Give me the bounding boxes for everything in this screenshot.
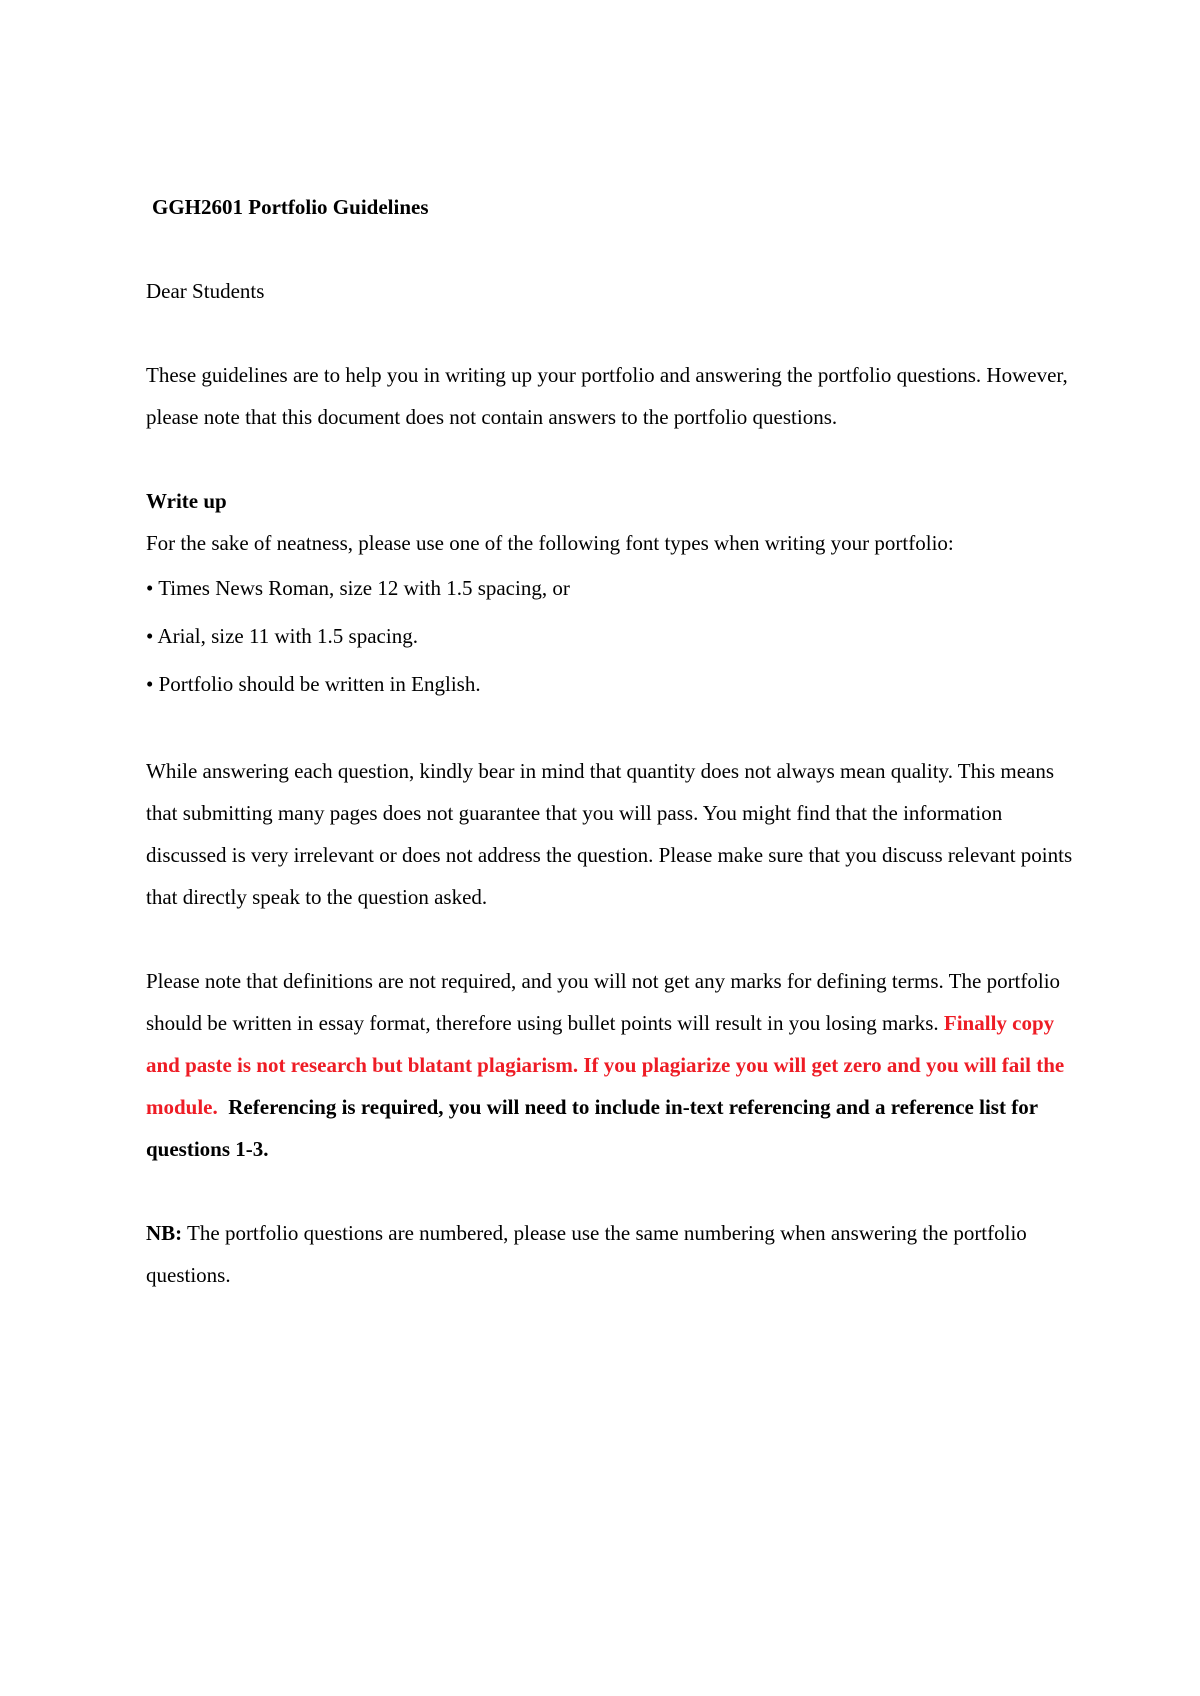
spacer xyxy=(146,438,1076,480)
spacer xyxy=(146,1170,1076,1212)
document-title: GGH2601 Portfolio Guidelines xyxy=(152,195,429,219)
quality-paragraph: While answering each question, kindly bear in mind that quantity does not always mean quality. This means that submitting many pages does not guarantee that you will pass. You might find that the information discussed is very irrelevant or does not address the question. Please make sure that you discuss relevant points that directly speak to the question asked. xyxy=(146,759,1073,909)
spacer xyxy=(146,918,1076,960)
write-up-heading: Write up xyxy=(146,489,227,513)
bullet-item-language: • Portfolio should be written in English. xyxy=(146,672,481,696)
nb-text: The portfolio questions are numbered, please use the same numbering when answering the portfolio questions. xyxy=(146,1221,1027,1287)
write-up-text: For the sake of neatness, please use one of the following font types when writing your portfolio: xyxy=(146,531,954,555)
nb-paragraph xyxy=(146,1212,1076,1296)
document-body xyxy=(146,186,1076,1296)
definitions-text: Please note that definitions are not required, and you will not get any marks for defining terms. The portfolio should be written in essay format, therefore using bullet points will result in you losing marks. xyxy=(146,969,1061,1035)
spacer xyxy=(146,708,1076,750)
definitions-paragraph xyxy=(146,960,1076,1170)
intro-paragraph: These guidelines are to help you in writing up your portfolio and answering the portfolio questions. However, please note that this document does not contain answers to the portfolio questions. xyxy=(146,363,1068,429)
inline-spacer xyxy=(218,1095,229,1119)
nb-label: NB: xyxy=(146,1221,183,1245)
bullet-item-font-arial: • Arial, size 11 with 1.5 spacing. xyxy=(146,624,418,648)
spacer xyxy=(146,312,1076,354)
referencing-requirement: Referencing is required, you will need to include in-text referencing and a reference list for questions 1-3. xyxy=(146,1095,1038,1161)
greeting: Dear Students xyxy=(146,279,265,303)
bullet-item-font-times: • Times News Roman, size 12 with 1.5 spacing, or xyxy=(146,576,570,600)
spacer xyxy=(146,228,1076,270)
plagiarism-warning: Finally copy and paste is not research but blatant plagiarism. If you plagiarize you will get zero and you will fail the module. xyxy=(146,1011,1065,1119)
